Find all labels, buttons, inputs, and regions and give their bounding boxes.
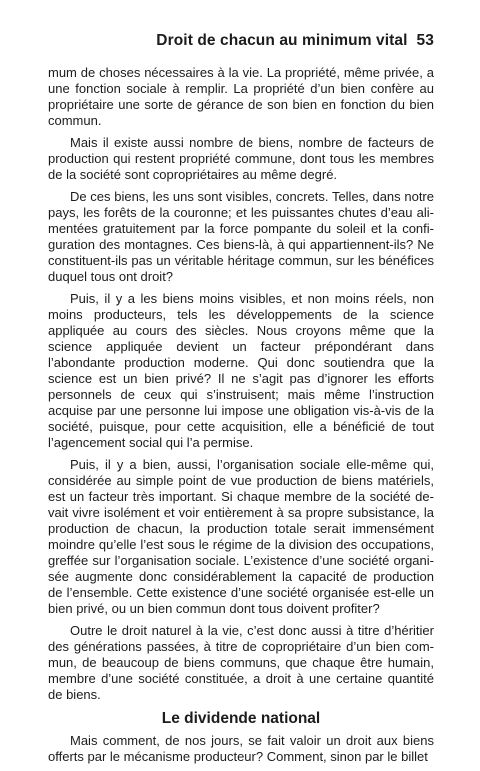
paragraph-natural-right: Outre le droit naturel à la vie, c’est donc aussi à titre d’héritier des générations passées, à titre de copropriétaire d’un bien commun, de beaucoup de biens communs, que chaque être humain, membre d’une société constituée, a droit à une certaine quantité de biens. — [48, 623, 434, 702]
page-number: 53 — [416, 32, 434, 49]
paragraph-closing: Mais comment, de nos jours, se fait valoir un droit aux biens offerts par le mécanisme producteur? Comment, sinon par le billet — [48, 733, 434, 764]
paragraph-common-property: Mais il existe aussi nombre de biens, nombre de facteurs de production qui restent propriété commune, dont tous les membres de la société sont copropriétaires au même degré. — [48, 135, 434, 182]
running-header-title: Droit de chacun au minimum vital — [156, 32, 408, 49]
paragraph-visible-goods: De ces biens, les uns sont visibles, concrets. Telles, dans notre pays, les forêts de la couronne; et les puissantes chutes d’eau alimentées gratuitement par la force pompante du soleil et la configuration des montagnes. Ces biens-là, à qui appartiennent-ils? Ne constituent-ils pas un véritable héritage commun, sur les bénéfices duquel tous ont droit? — [48, 189, 434, 284]
paragraph-social-organisation: Puis, il y a bien, aussi, l’organisation sociale elle-même qui, considérée au simple point de vue production de biens matériels, est un facteur très important. Si chaque membre de la société devait vivre isolément et voir entièrement à sa propre subsistance, la production de chacun, la production totale serait immensément moindre qu’elle l’est sous le régime de la division des occupations, greffée sur l’organisation sociale. L’existence d’une société organisée augmente donc considérablement la capacité de production de l’ensemble. Cette existence d’une société organisée est-elle un bien privé, ou un bien commun dont tous doivent profiter? — [48, 457, 434, 616]
running-header — [156, 32, 434, 50]
paragraph-applied-science: Puis, il y a les biens moins visibles, et non moins réels, non moins producteurs, tels les développements de la science appliquée au cours des siècles. Nous croyons même que la science appliquée devient un facteur prépondérant dans l’abondante production moderne. Qui donc soutiendra que la science est un bien privé? Il ne s’agit pas d’ignorer les efforts personnels de ceux qui s’instruisent; mais même l’instruction acquise par une personne lui impose une obligation vis-à-vis de la société, puisque, pour cette acquisition, elle a bénéficié de tout l’agencement social qui l’a permise. — [48, 291, 434, 450]
paragraph-continuation: mum de choses nécessaires à la vie. La propriété, même privée, a une fonction sociale à remplir. La propriété d’un bien confère au propriétaire une sorte de gérance de son bien en fonction du bien commun. — [48, 65, 434, 128]
body-text — [48, 65, 434, 771]
section-heading: Le dividende national — [161, 710, 321, 727]
